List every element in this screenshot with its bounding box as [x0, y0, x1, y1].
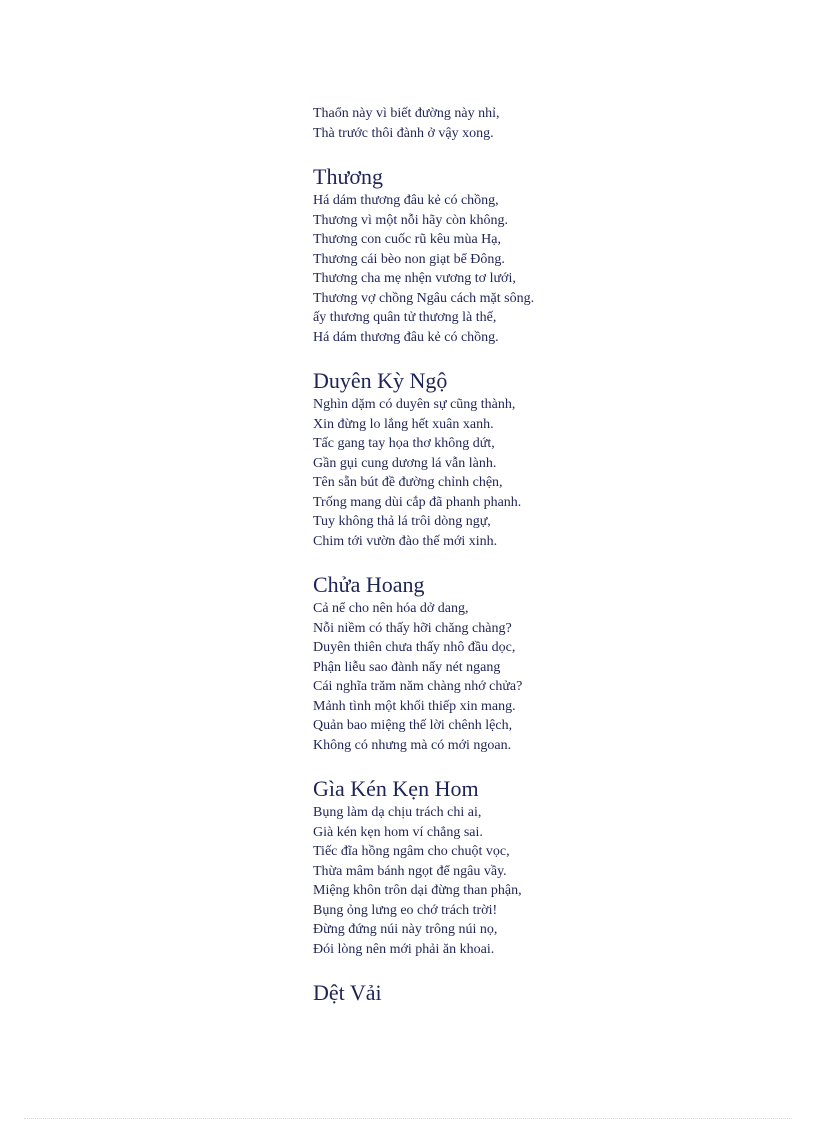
poem-det-vai: [313, 979, 793, 1006]
poem-line: Tên sẵn bút đề đường chỉnh chện,: [313, 475, 503, 490]
poem-line: Phận liễu sao đành nẩy nét ngang: [313, 659, 501, 675]
poem-line: Miệng khôn trôn dại đừng than phận,: [313, 883, 522, 898]
poem-line: Há dám thương đâu kẻ có chồng.: [313, 329, 499, 345]
poem-line: Thừa mâm bánh ngọt để ngâu vầy.: [313, 863, 507, 879]
page-bottom-divider: [24, 1118, 792, 1119]
poem-title: Dệt Vải: [313, 980, 382, 1005]
poem-gia-ken-ken-hom: [313, 775, 793, 959]
poem-duyen-ky-ngo: [313, 367, 793, 551]
poem-line: Cả nể cho nên hóa dở dang,: [313, 601, 469, 616]
poem-line: Già kén kẹn hom ví chẳng sai.: [313, 824, 483, 840]
poem-title: Chửa Hoang: [313, 572, 425, 597]
poem-line: Nghìn dặm có duyên sự cũng thành,: [313, 397, 516, 412]
poem-line: Đói lòng nên mới phải ăn khoai.: [313, 941, 495, 957]
intro-line: Thaổn này vì biết đường này nhỉ,: [313, 106, 500, 121]
intro-stanza: [313, 104, 793, 143]
poem-line: Duyên thiên chưa thấy nhô đầu dọc,: [313, 640, 516, 655]
poem-line: Há dám thương đâu kẻ có chồng,: [313, 193, 499, 208]
document-body: [313, 104, 793, 1026]
poem-line: Gần gụi cung dương lá vẫn lành.: [313, 455, 497, 471]
poem-line: Thương cha mẹ nhện vương tơ lưới,: [313, 271, 516, 286]
poem-line: Thương vì một nỗi hãy còn không.: [313, 212, 509, 228]
poem-line: ấy thương quân tử thương là thế,: [313, 310, 497, 325]
poem-line: Bụng làm dạ chịu trách chi ai,: [313, 805, 482, 820]
poem-line: Quản bao miệng thế lời chênh lệch,: [313, 718, 513, 733]
poem-line: Tấc gang tay họa thơ không dứt,: [313, 436, 495, 451]
poem-line: Cái nghĩa trăm năm chàng nhớ chửa?: [313, 679, 523, 694]
poem-chua-hoang: [313, 571, 793, 755]
poem-line: Đừng đứng núi này trông núi nọ,: [313, 922, 498, 937]
poem-line: Nỗi niềm có thấy hỡi chăng chàng?: [313, 620, 512, 636]
poem-line: Thương con cuốc rũ kêu mùa Hạ,: [313, 232, 501, 247]
poem-line: Xin đừng lo lắng hết xuân xanh.: [313, 416, 494, 432]
poem-line: Tiếc đĩa hồng ngâm cho chuột vọc,: [313, 844, 510, 859]
poem-title: Gìa Kén Kẹn Hom: [313, 776, 479, 801]
poem-line: Chim tới vườn đào thế mới xinh.: [313, 533, 498, 549]
poem-line: Không có nhưng mà có mới ngoan.: [313, 737, 512, 753]
poem-thuong: [313, 163, 793, 347]
poem-line: Tuy không thả lá trôi dòng ngự,: [313, 514, 491, 529]
poem-line: Bụng ỏng lưng eo chớ trách trời!: [313, 902, 498, 918]
poem-line: Mảnh tình một khối thiếp xin mang.: [313, 698, 516, 714]
poem-title: Duyên Kỳ Ngộ: [313, 368, 448, 393]
poem-line: Trống mang dùi cắp đã phanh phanh.: [313, 494, 522, 510]
poem-line: Thương cái bèo non giạt bể Đông.: [313, 251, 505, 267]
intro-line: Thà trước thôi đành ở vậy xong.: [313, 125, 494, 141]
poem-title: Thương: [313, 164, 383, 189]
poem-line: Thương vợ chồng Ngâu cách mặt sông.: [313, 290, 535, 306]
